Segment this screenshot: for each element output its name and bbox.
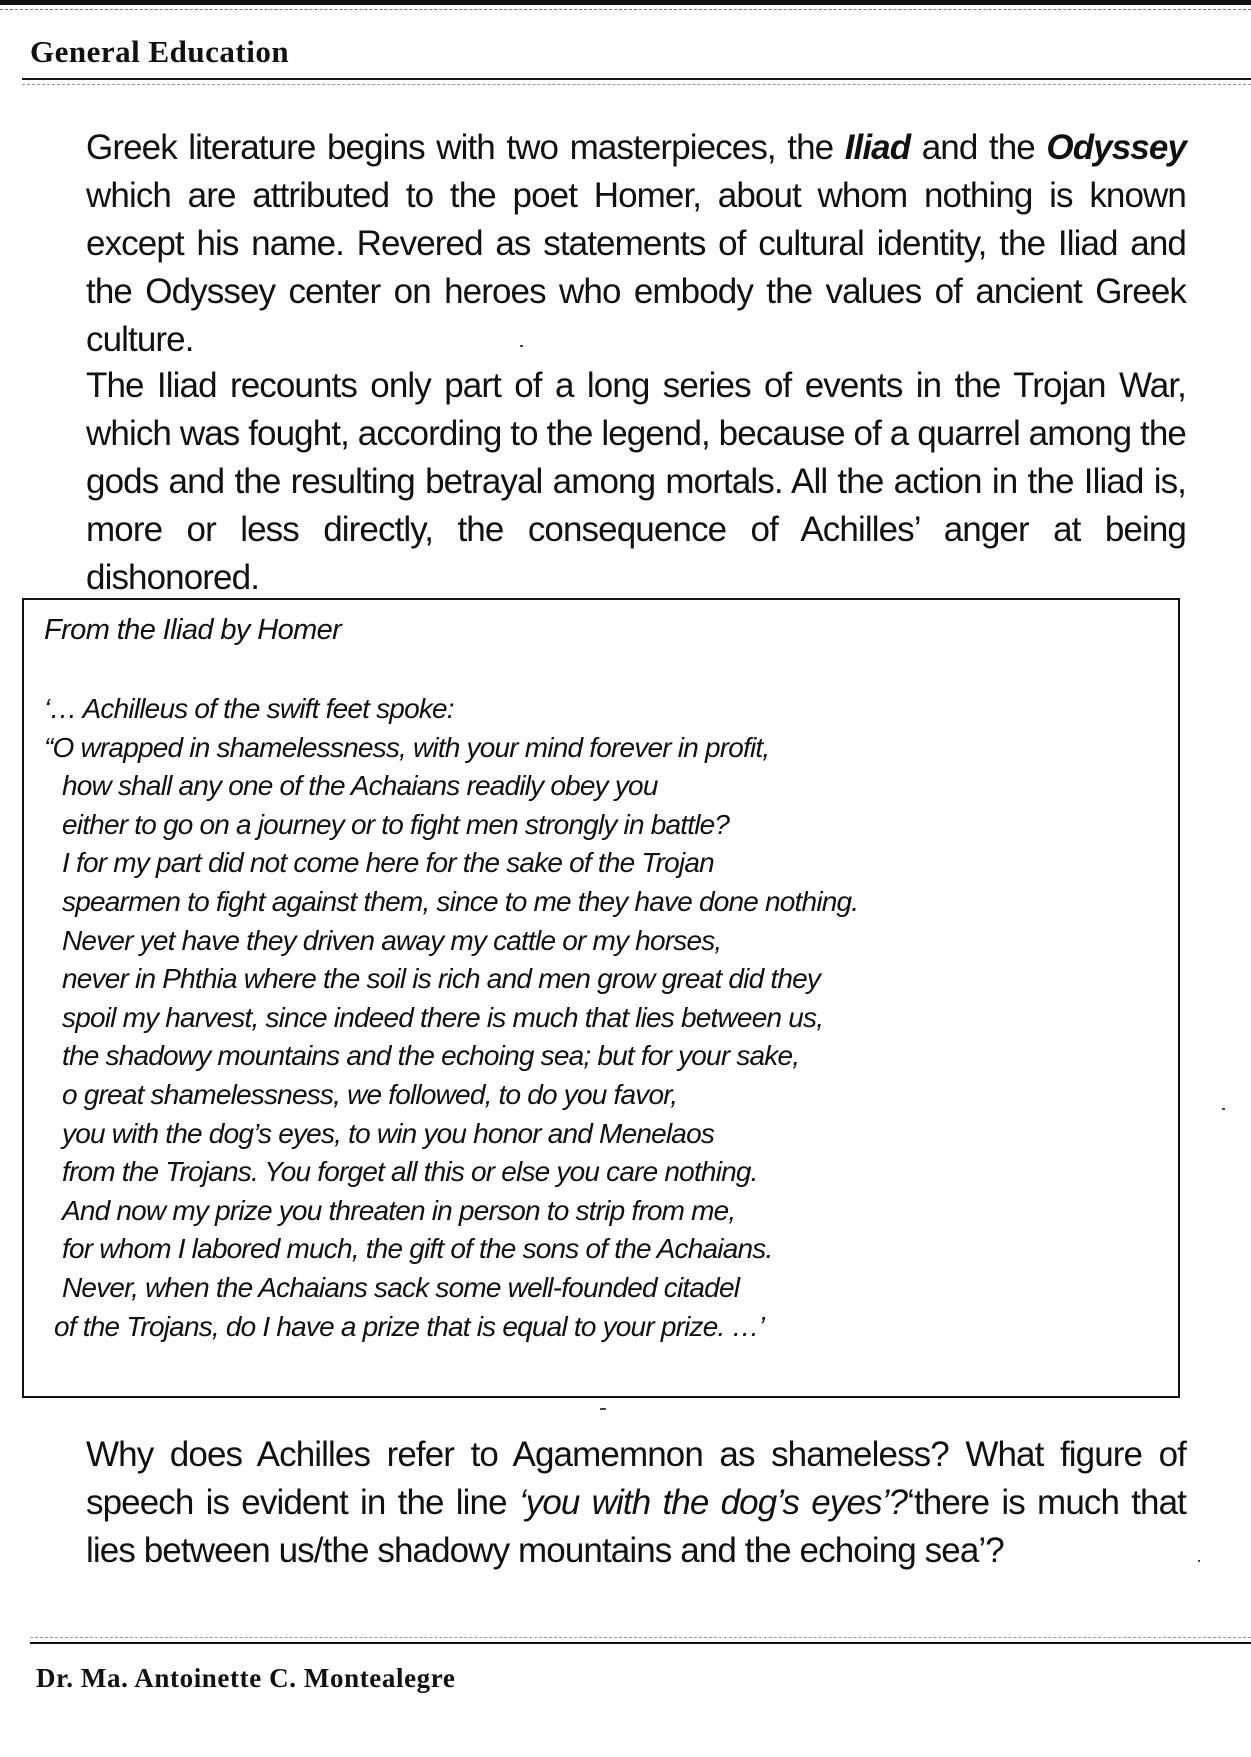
question-text-b: ‘there is much that lies between us/the shadowy mountains and the echoing sea’? [86, 1483, 1186, 1570]
odyssey-title-emphasis: Odyssey [1046, 128, 1187, 167]
footer-rule [30, 1642, 1251, 1644]
header-dashed-rule [22, 84, 1251, 85]
poem-line: Never, when the Achaians sack some well-founded citadel [62, 1271, 740, 1303]
header-rule [22, 78, 1251, 80]
excerpt-title: From the Iliad by Homer [44, 614, 342, 646]
poem-line: the shadowy mountains and the echoing sea; but for your sake, [62, 1040, 800, 1072]
poem-line: from the Trojans. You forget all this or else you care nothing. [62, 1156, 758, 1188]
poem-line: Never yet have they driven away my cattle or my horses, [62, 924, 722, 956]
footer-dashed-rule [30, 1637, 1251, 1638]
poem-line: never in Phthia where the soil is rich and men grow great did they [62, 963, 821, 995]
poem-line: o great shamelessness, we followed, to do you favor, [62, 1078, 678, 1110]
poem-line: how shall any one of the Achaians readily obey you [62, 770, 658, 802]
iliad-title-emphasis: Iliad [844, 128, 911, 167]
poem-line: for whom I labored much, the gift of the sons of the Achaians. [62, 1233, 773, 1265]
intro-p1-text-b: and the [910, 128, 1047, 167]
scan-speck [1222, 1108, 1225, 1110]
discussion-question [86, 1431, 1186, 1575]
poem-line: ‘… Achilleus of the swift feet spoke: [44, 693, 454, 724]
page-header-title: General Education [30, 34, 290, 69]
intro-paragraph-2: The Iliad recounts only part of a long series of events in the Trojan War, which was fought, according to the legend, because of a quarrel among the gods and the resulting betrayal among mortals. All the action in the Iliad is, more or less directly, the consequence of Achilles’ anger at being dishonored. [86, 366, 1186, 597]
poem-line: And now my prize you threaten in person to strip from me, [62, 1194, 736, 1226]
top-border-dashed-rule [0, 9, 1251, 10]
poem-line: either to go on a journey or to fight men strongly in battle? [62, 808, 730, 840]
question-text-a: Why does Achilles refer to Agamemnon as shameless? What figure of speech is evident in the line [86, 1435, 1186, 1522]
top-border-rule [0, 0, 1251, 5]
intro-paragraph-1 [86, 124, 1186, 364]
footer-author-name: Dr. Ma. Antoinette C. Montealegre [36, 1663, 456, 1693]
poem-lines [44, 690, 858, 1346]
intro-p1-text-a: Greek literature begins with two masterpieces, the [86, 128, 845, 167]
poem-line: I for my part did not come here for the sake of the Trojan [62, 847, 714, 879]
scan-speck [600, 1408, 606, 1410]
poem-line: you with the dog’s eyes, to win you honor and Menelaos [62, 1117, 715, 1149]
poem-line: spearmen to fight against them, since to me they have done nothing. [62, 885, 859, 917]
poem-line: “O wrapped in shamelessness, with your mind forever in profit, [44, 731, 770, 763]
scan-speck [1198, 1560, 1200, 1562]
poem-line: spoil my harvest, since indeed there is much that lies between us, [62, 1001, 824, 1033]
scan-speck [520, 345, 523, 347]
question-quote-emphasis: ‘you with the dog’s eyes’? [518, 1483, 908, 1522]
poem-line: of the Trojans, do I have a prize that is equal to your prize. …’ [54, 1310, 765, 1342]
iliad-excerpt-box [22, 598, 1180, 1398]
intro-p1-text-c: which are attributed to the poet Homer, about whom nothing is known except his name. Revered as statements of cultural identity, the Iliad and the Odyssey center on heroes who embody the values of ancient Greek culture. [86, 176, 1186, 359]
